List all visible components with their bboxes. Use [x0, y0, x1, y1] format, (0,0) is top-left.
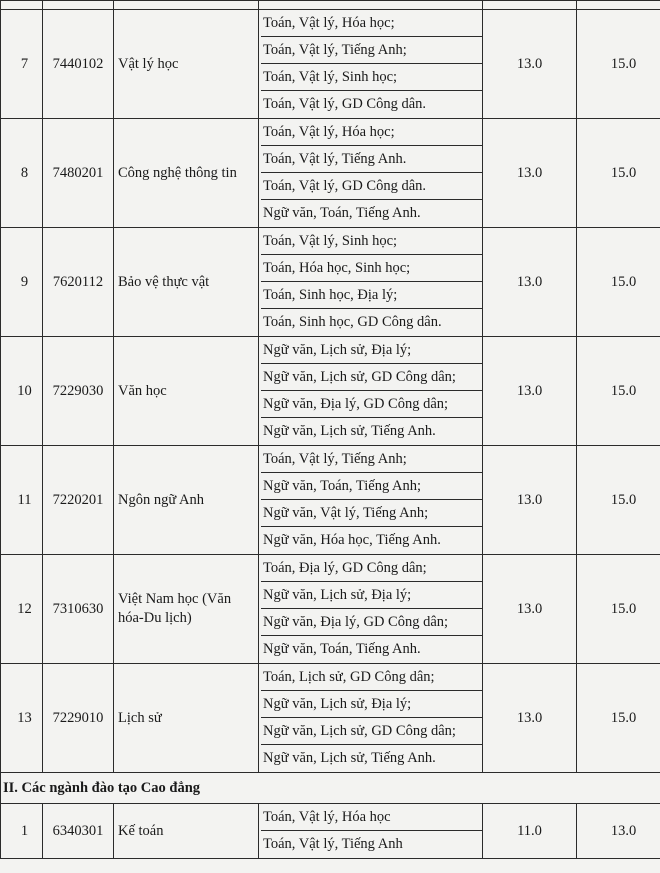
score-2-cell: [577, 228, 660, 337]
major-code: 7220201: [52, 491, 104, 508]
subject-combos-cell: [259, 119, 483, 228]
table-row: [1, 804, 660, 859]
table-row: [1, 10, 660, 119]
row-number: 8: [20, 164, 29, 181]
table-row: [1, 337, 660, 446]
subject-combo: Toán, Vật lý, Hóa học;: [261, 10, 482, 37]
score-1: 11.0: [517, 822, 542, 839]
score-2-cell: [577, 337, 660, 446]
score-2: 15.0: [610, 491, 637, 508]
score-1-cell: [483, 664, 577, 773]
major-name-cell: [114, 664, 259, 773]
subject-combos-cell: [259, 664, 483, 773]
major-code-cell: [43, 228, 114, 337]
major-code-cell: [43, 119, 114, 228]
score-2-cell: [577, 119, 660, 228]
subject-combo: Toán, Lịch sử, GD Công dân;: [261, 664, 482, 691]
major-name: Công nghệ thông tin: [118, 164, 237, 181]
major-name: Bảo vệ thực vật: [118, 273, 210, 290]
major-name: Văn học: [118, 382, 167, 399]
major-name: Ngôn ngữ Anh: [118, 491, 205, 508]
score-2-cell: [577, 804, 660, 859]
score-1: 13.0: [516, 491, 543, 508]
subject-combo: Ngữ văn, Lịch sử, Tiếng Anh.: [263, 423, 436, 439]
section-title: II. Các ngành đào tạo Cao đẳng: [3, 779, 201, 796]
major-code-cell: [43, 555, 114, 664]
score-1: 13.0: [516, 382, 543, 399]
subject-combo: Toán, Vật lý, Tiếng Anh;: [261, 446, 482, 473]
score-2-cell: [577, 555, 660, 664]
score-2-cell: [577, 10, 660, 119]
row-number: 12: [17, 600, 32, 617]
table-row: [1, 446, 660, 555]
table-row: [1, 228, 660, 337]
major-name: Việt Nam học (Văn hóa-Du lịch): [118, 591, 232, 626]
row-number-cell: [1, 446, 43, 555]
table-row: [1, 119, 660, 228]
subject-combo: Toán, Sinh học, Địa lý;: [261, 282, 482, 309]
major-code-cell: [43, 804, 114, 859]
subject-combo: Ngữ văn, Lịch sử, Tiếng Anh.: [263, 750, 436, 766]
major-code: 7480201: [52, 164, 104, 181]
row-number-cell: [1, 119, 43, 228]
score-2: 15.0: [610, 164, 637, 181]
section-title-cell: [1, 773, 660, 804]
major-code-cell: [43, 664, 114, 773]
subject-combos-cell: [259, 804, 483, 859]
subject-combo: Toán, Vật lý, Sinh học;: [261, 228, 482, 255]
major-name: Kế toán: [118, 822, 164, 839]
row-number: 13: [17, 709, 32, 726]
subject-combo: Toán, Hóa học, Sinh học;: [261, 255, 482, 282]
subject-combo: Ngữ văn, Địa lý, GD Công dân;: [261, 391, 482, 418]
subject-combo: Ngữ văn, Lịch sử, Địa lý;: [261, 582, 482, 609]
subject-combo: Ngữ văn, Toán, Tiếng Anh.: [263, 641, 421, 657]
major-code: 7229030: [52, 382, 104, 399]
subject-combo: Ngữ văn, Vật lý, Tiếng Anh;: [261, 500, 482, 527]
subject-combo: Ngữ văn, Toán, Tiếng Anh.: [263, 205, 421, 221]
score-1: 13.0: [516, 709, 543, 726]
score-2: 15.0: [610, 600, 637, 617]
score-1: 13.0: [516, 55, 543, 72]
row-number: 10: [17, 382, 32, 399]
table-row: [1, 555, 660, 664]
row-number-cell: [1, 337, 43, 446]
row-number: 9: [20, 273, 29, 290]
major-name-cell: [114, 10, 259, 119]
major-name-cell: [114, 119, 259, 228]
row-number: 1: [20, 822, 29, 839]
score-1-cell: [483, 10, 577, 119]
score-2: 15.0: [610, 273, 637, 290]
subject-combo: Toán, Vật lý, Tiếng Anh;: [261, 37, 482, 64]
major-name-cell: [114, 446, 259, 555]
major-code: 7620112: [52, 273, 104, 290]
row-number: 7: [20, 55, 29, 72]
major-code-cell: [43, 337, 114, 446]
subject-combo: Ngữ văn, Địa lý, GD Công dân;: [261, 609, 482, 636]
subject-combo: Ngữ văn, Lịch sử, GD Công dân;: [261, 364, 482, 391]
subject-combo: Ngữ văn, Lịch sử, Địa lý;: [261, 337, 482, 364]
score-1-cell: [483, 119, 577, 228]
score-1: 13.0: [516, 164, 543, 181]
table-row: [1, 664, 660, 773]
row-number-cell: [1, 228, 43, 337]
score-2: 15.0: [610, 382, 637, 399]
score-2-cell: [577, 664, 660, 773]
subject-combo: Toán, Địa lý, GD Công dân;: [261, 555, 482, 582]
major-code: 7440102: [52, 55, 104, 72]
row-number: 11: [17, 491, 32, 508]
major-code: 6340301: [52, 822, 104, 839]
subject-combo: Ngữ văn, Lịch sử, GD Công dân;: [261, 718, 482, 745]
row-number-cell: [1, 804, 43, 859]
major-name-cell: [114, 228, 259, 337]
subject-combos-cell: [259, 337, 483, 446]
subject-combo: Toán, Vật lý, Tiếng Anh: [263, 836, 403, 852]
subject-combos-cell: [259, 446, 483, 555]
major-name: Vật lý học: [118, 55, 179, 72]
subject-combo: Toán, Vật lý, Hóa học;: [261, 119, 482, 146]
row-number-cell: [1, 664, 43, 773]
score-1: 13.0: [516, 273, 543, 290]
major-code-cell: [43, 446, 114, 555]
subject-combos-cell: [259, 228, 483, 337]
major-code: 7229010: [52, 709, 104, 726]
subject-combos-cell: [259, 10, 483, 119]
score-1-cell: [483, 337, 577, 446]
score-2: 13.0: [610, 822, 637, 839]
subject-combo: Toán, Vật lý, GD Công dân.: [263, 96, 427, 112]
major-name: Lịch sử: [118, 709, 162, 726]
score-2: 15.0: [610, 55, 637, 72]
score-2-cell: [577, 446, 660, 555]
row-number-cell: [1, 555, 43, 664]
major-name-cell: [114, 337, 259, 446]
subject-combo: Toán, Sinh học, GD Công dân.: [263, 314, 442, 330]
subject-combo: Toán, Vật lý, Hóa học: [261, 804, 482, 831]
subject-combo: Ngữ văn, Hóa học, Tiếng Anh.: [263, 532, 441, 548]
subject-combo: Ngữ văn, Toán, Tiếng Anh;: [261, 473, 482, 500]
subject-combo: Ngữ văn, Lịch sử, Địa lý;: [261, 691, 482, 718]
score-1: 13.0: [516, 600, 543, 617]
table-row-partial: [1, 1, 660, 10]
major-name-cell: [114, 555, 259, 664]
subject-combos-cell: [259, 555, 483, 664]
score-1-cell: [483, 228, 577, 337]
subject-combo: Toán, Vật lý, GD Công dân.: [261, 173, 482, 200]
subject-combo: Toán, Vật lý, Sinh học;: [261, 64, 482, 91]
score-2: 15.0: [610, 709, 637, 726]
major-name-cell: [114, 804, 259, 859]
row-number-cell: [1, 10, 43, 119]
score-1-cell: [483, 446, 577, 555]
section-row: [1, 773, 660, 804]
major-code-cell: [43, 10, 114, 119]
score-1-cell: [483, 555, 577, 664]
score-1-cell: [483, 804, 577, 859]
subject-combo: Toán, Vật lý, Tiếng Anh.: [261, 146, 482, 173]
major-code: 7310630: [52, 600, 104, 617]
